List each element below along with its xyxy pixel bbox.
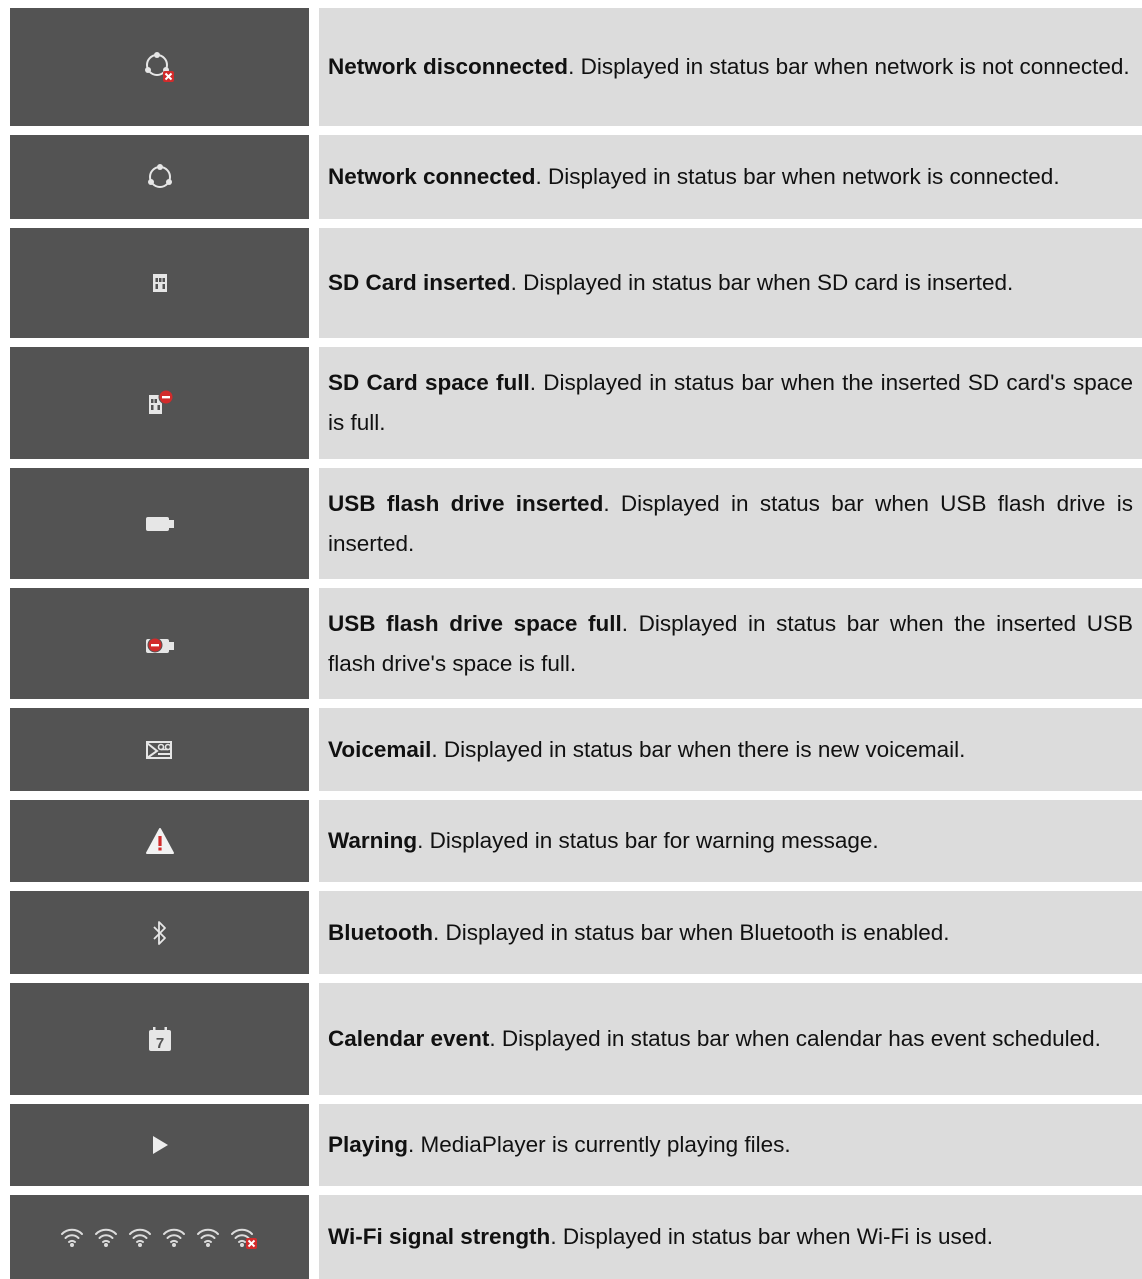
sd-card-full-icon [145, 388, 175, 418]
description-cell [319, 1104, 1142, 1186]
description-cell [319, 983, 1142, 1095]
row-title: Wi-Fi signal strength [328, 1224, 551, 1249]
icon-cell [10, 891, 309, 974]
icon-cell [10, 983, 309, 1095]
icon-cell [10, 800, 309, 882]
row-description: . Displayed in status bar when network is connected. [535, 164, 1060, 189]
description-cell [319, 347, 1142, 459]
table-row [10, 983, 1142, 1095]
calendar-day-number: 7 [155, 1035, 164, 1052]
icon-cell [10, 708, 309, 791]
network-disconnected-icon [143, 50, 177, 84]
table-row [10, 800, 1142, 882]
row-description: . Displayed in status bar when SD card is inserted. [510, 270, 1014, 295]
row-title: USB flash drive space full [328, 610, 622, 636]
row-title: Playing [328, 1132, 409, 1157]
description-cell [319, 891, 1142, 974]
voicemail-icon [145, 739, 175, 761]
icon-cell [10, 588, 309, 699]
row-title: SD Card space full [328, 370, 530, 395]
description-cell [319, 800, 1142, 882]
network-connected-icon [145, 162, 175, 192]
sd-card-icon [148, 271, 172, 295]
calendar-icon [147, 1025, 173, 1053]
usb-drive-full-icon [144, 632, 176, 656]
icon-cell [10, 1195, 309, 1279]
row-title: Bluetooth [328, 919, 433, 945]
table-row [10, 1104, 1142, 1186]
icon-cell [10, 468, 309, 579]
table-row [10, 347, 1142, 459]
table-row [10, 468, 1142, 579]
table-row [10, 891, 1142, 974]
row-title: Network connected [328, 164, 536, 189]
row-description: . Displayed in status bar when the inserted SD card's space is full. [328, 370, 1133, 435]
bluetooth-icon [150, 919, 170, 947]
table-row [10, 228, 1142, 338]
row-title: Warning [328, 828, 418, 853]
icon-cell [10, 8, 309, 126]
icon-cell [10, 1104, 309, 1186]
row-title: Network disconnected [328, 54, 569, 79]
description-cell [319, 228, 1142, 338]
status-icon-table [10, 8, 1142, 1279]
row-title: SD Card inserted [328, 270, 511, 295]
row-title: USB flash drive inserted [328, 490, 604, 516]
row-description: . Displayed in status bar when there is new voicemail. [431, 736, 966, 762]
row-description: . Displayed in status bar when Bluetooth is enabled. [432, 919, 950, 945]
description-cell [319, 468, 1142, 579]
table-row [10, 1195, 1142, 1279]
table-row [10, 708, 1142, 791]
icon-cell [10, 228, 309, 338]
description-cell [319, 8, 1142, 126]
row-description: . Displayed in status bar when the inserted USB flash drive's space is full. [328, 610, 1134, 676]
row-description: . Displayed in status bar for warning message. [417, 828, 879, 853]
table-row [10, 588, 1142, 699]
table-row [10, 8, 1142, 126]
row-title: Calendar event [328, 1026, 490, 1051]
description-cell [319, 588, 1142, 699]
play-icon [149, 1133, 171, 1157]
row-description: . Displayed in status bar when Wi-Fi is used. [550, 1224, 993, 1249]
row-description: . Displayed in status bar when USB flash drive is inserted. [328, 490, 1133, 556]
row-description: . Displayed in status bar when network is not connected. [568, 54, 1130, 79]
icon-cell [10, 347, 309, 459]
warning-icon [145, 827, 175, 855]
table-row [10, 135, 1142, 219]
row-title: Voicemail [328, 736, 432, 762]
row-description: . MediaPlayer is currently playing files. [408, 1132, 791, 1157]
description-cell [319, 135, 1142, 219]
description-cell [319, 708, 1142, 791]
wifi-signal-icons [60, 1225, 260, 1249]
icon-cell [10, 135, 309, 219]
description-cell [319, 1195, 1142, 1279]
row-description: . Displayed in status bar when calendar has event scheduled. [489, 1026, 1101, 1051]
usb-drive-icon [144, 514, 176, 534]
